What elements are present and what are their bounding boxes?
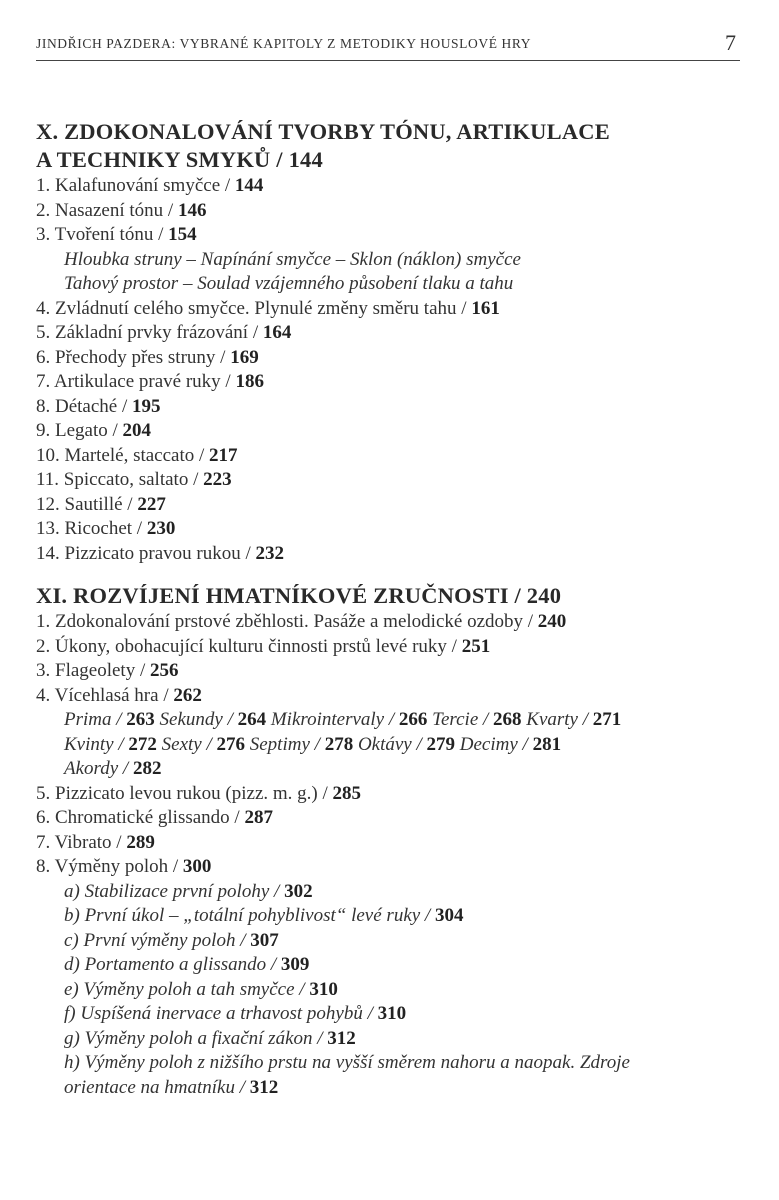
toc-item: 3. Tvoření tónu / 154 [36,224,197,245]
toc-item: 5. Základní prvky frázování / 164 [36,322,292,343]
chapter-title-10-line1: X. ZDOKONALOVÁNÍ TVORBY TÓNU, ARTIKULACE [36,119,610,144]
toc-subitem: c) První výměny poloh / 307 [64,929,279,951]
chapter-title-10-line2: A TECHNIKY SMYKŮ / 144 [36,147,323,172]
toc-item: 7. Artikulace pravé ruky / 186 [36,371,264,392]
toc-item: 1. Kalafunování smyčce / 144 [36,175,264,196]
running-header [36,30,740,61]
toc-item: 14. Pizzicato pravou rukou / 232 [36,542,285,564]
toc-item: 8. Výměny poloh / 300 [36,856,212,877]
toc-item: 8. Détaché / 195 [36,395,161,417]
header-title: JINDŘICH PAZDERA: VYBRANÉ KAPITOLY Z METODIKY HOUSLOVÉ HRY [36,36,532,51]
toc-subitem: h) Výměny poloh z nižšího prstu na vyšší směrem nahoru a naopak. Zdroje [64,1052,630,1073]
toc-subtopics: Hloubka struny – Napínání smyčce – Sklon (náklon) smyčce [64,248,521,270]
toc-intervals-row: Kvinty / 272 Sexty / 276 Septimy / 278 Oktávy / 279 Decimy / 281 [64,733,562,755]
toc-subitem: b) První úkol – „totální pohyblivost“ levé ruky / 304 [64,905,464,926]
toc-subitem: orientace na hmatníku / 312 [64,1076,279,1098]
toc-item: 11. Spiccato, saltato / 223 [36,469,232,490]
toc-subtopics: Tahový prostor – Soulad vzájemného působení tlaku a tahu [64,273,514,294]
page-number: 7 [725,30,736,55]
table-of-contents [36,118,756,1100]
toc-intervals-row: Prima / 263 Sekundy / 264 Mikrointervaly / 266 Tercie / 268 Kvarty / 271 [64,709,622,730]
toc-item: 1. Zdokonalování prstové zběhlosti. Pasáže a melodické ozdoby / 240 [36,611,567,632]
toc-subitem: e) Výměny poloh a tah smyčce / 310 [64,978,338,1000]
toc-item: 2. Úkony, obohacující kulturu činnosti prstů levé ruky / 251 [36,635,491,657]
toc-item: 12. Sautillé / 227 [36,493,166,515]
toc-item: 4. Vícehlasá hra / 262 [36,684,202,706]
toc-item: 7. Vibrato / 289 [36,831,155,853]
toc-subitem: d) Portamento a glissando / 309 [64,954,310,975]
toc-subitem: f) Uspíšená inervace a trhavost pohybů / 310 [64,1003,407,1024]
chapter-title-11: XI. ROZVÍJENÍ HMATNÍKOVÉ ZRUČNOSTI / 240 [36,583,562,608]
toc-item: 5. Pizzicato levou rukou (pizz. m. g.) / 285 [36,782,362,804]
toc-item: 2. Nasazení tónu / 146 [36,199,207,221]
toc-subitem: g) Výměny poloh a fixační zákon / 312 [64,1027,356,1049]
toc-item: 9. Legato / 204 [36,420,152,441]
toc-item: 4. Zvládnutí celého smyčce. Plynulé změny směru tahu / 161 [36,297,500,319]
toc-subitem: a) Stabilizace první polohy / 302 [64,880,313,902]
toc-item: 10. Martelé, staccato / 217 [36,444,238,466]
toc-item: 6. Chromatické glissando / 287 [36,807,273,828]
toc-item: 6. Přechody přes struny / 169 [36,346,259,368]
toc-intervals-row: Akordy / 282 [64,758,162,779]
toc-item: 13. Ricochet / 230 [36,518,176,539]
toc-item: 3. Flageolety / 256 [36,660,179,681]
